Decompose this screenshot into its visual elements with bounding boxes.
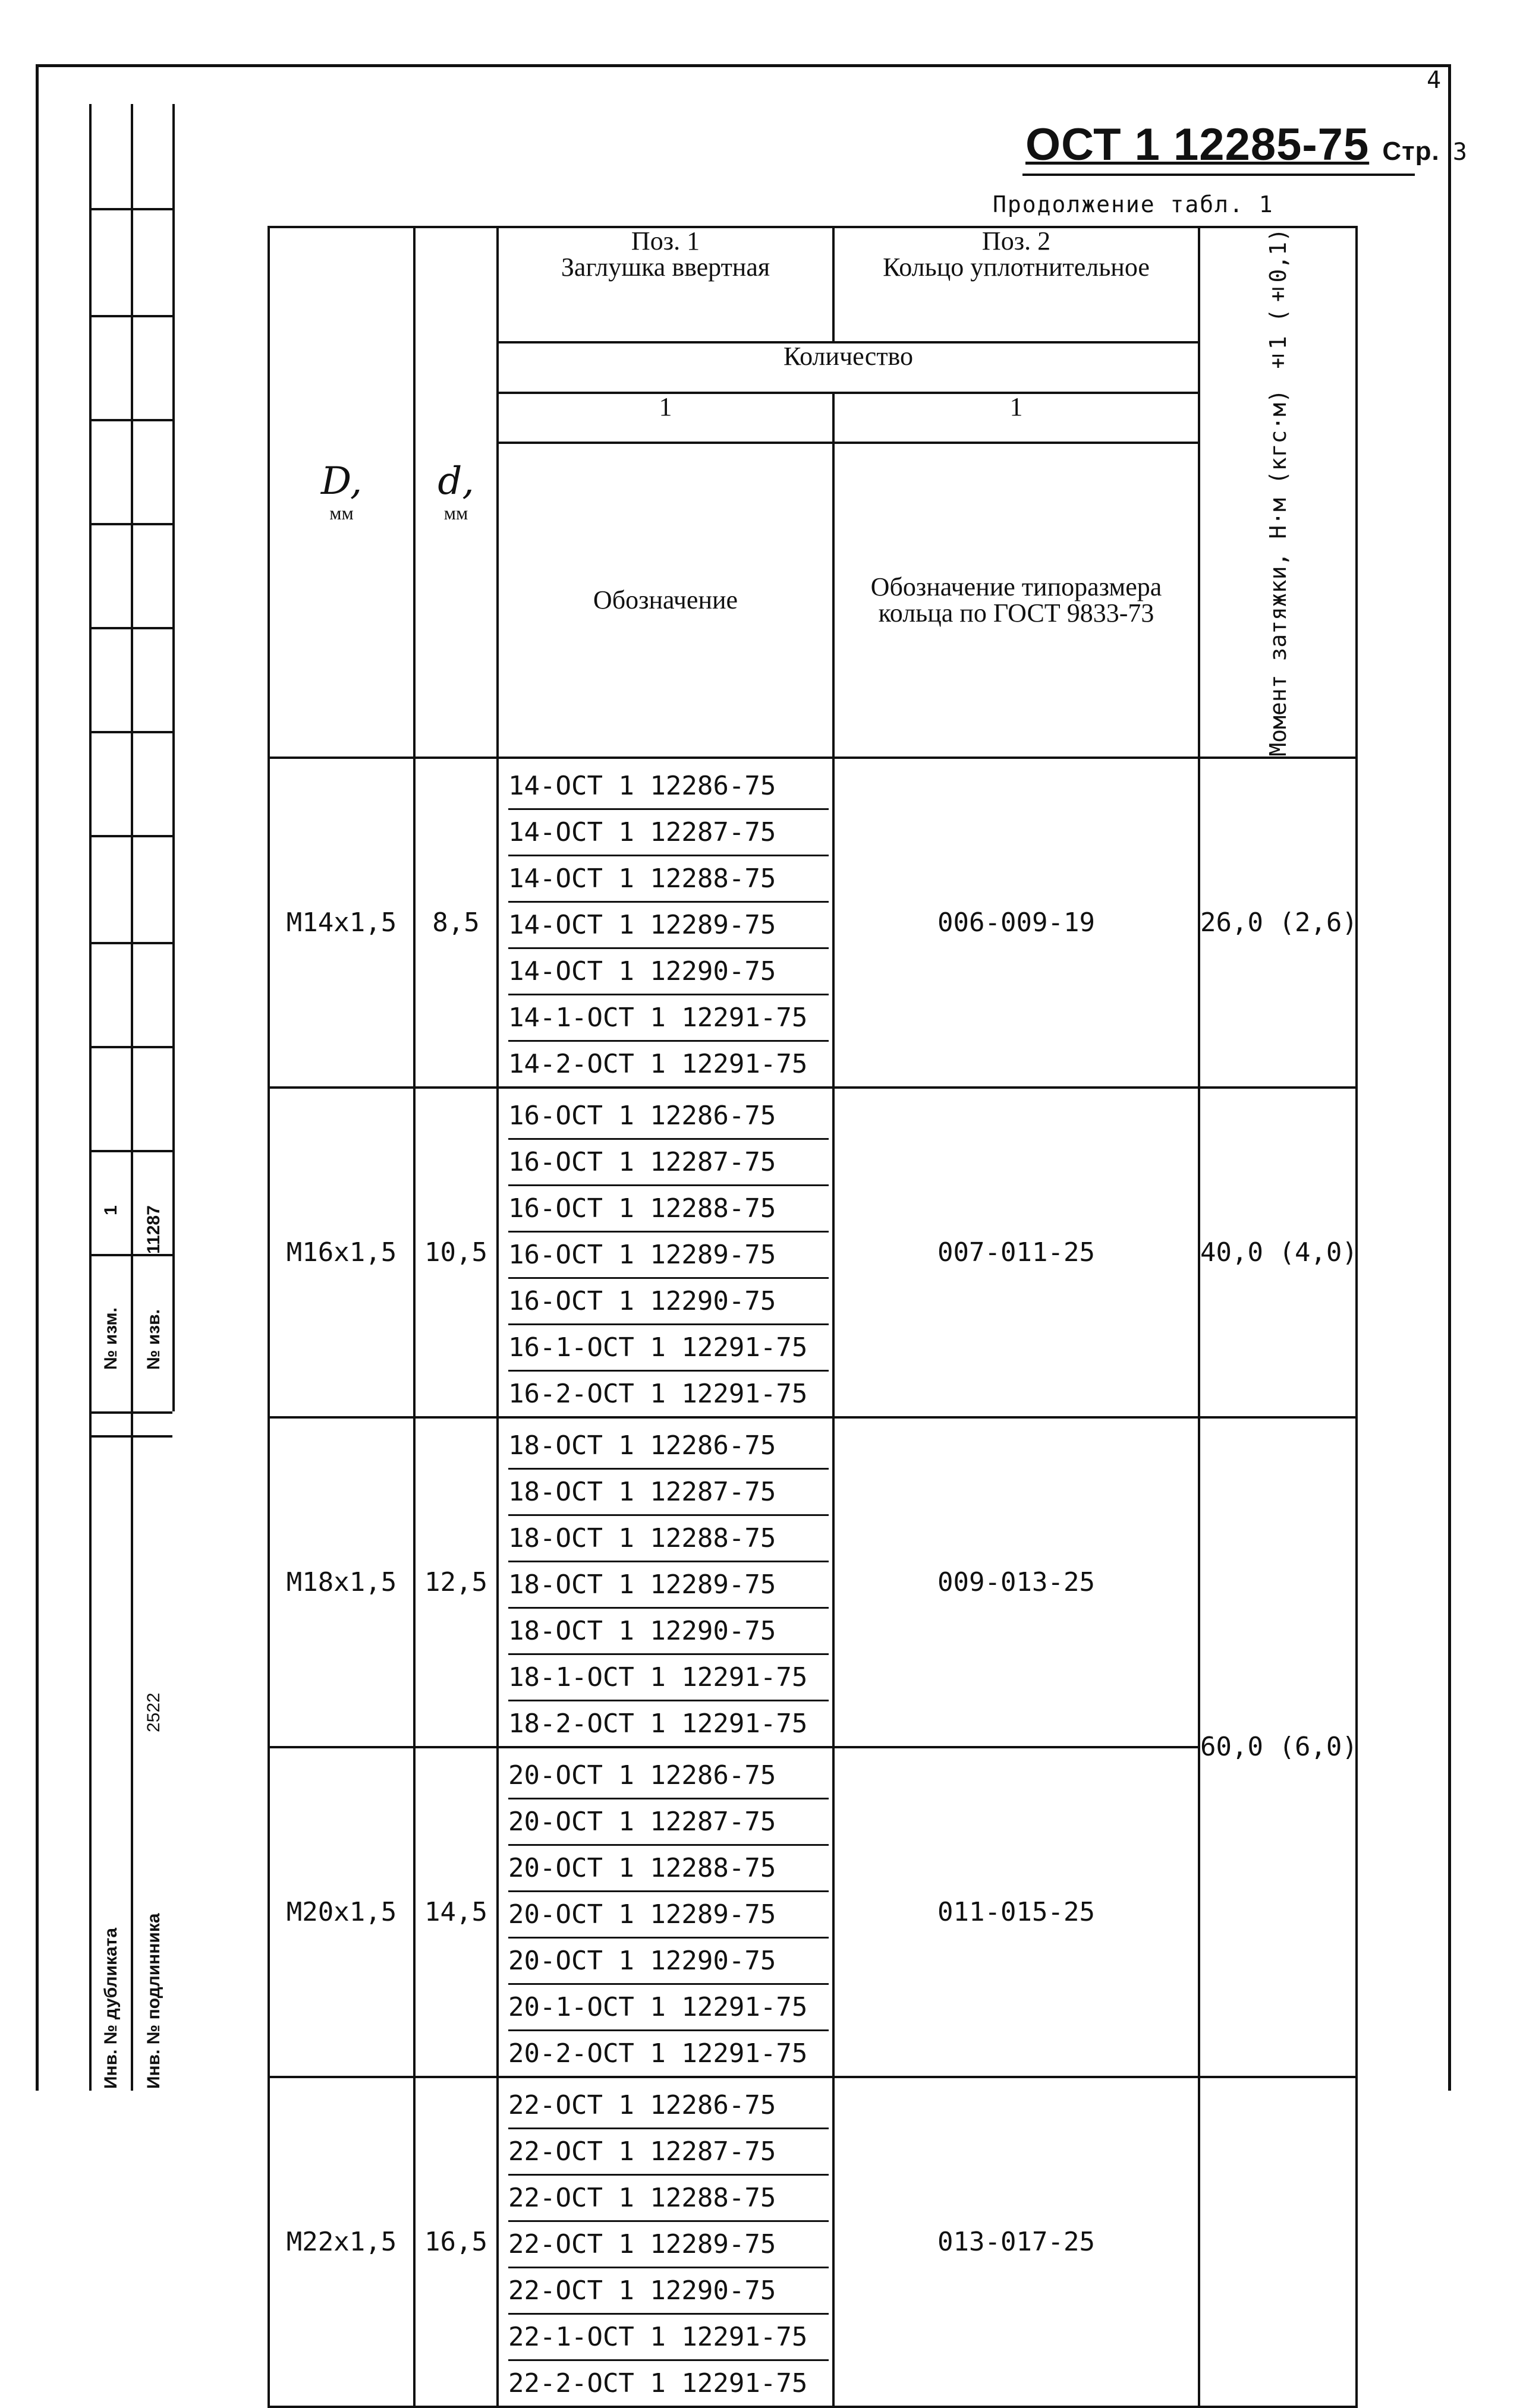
designation-item: 16-ОСТ 1 12287-75: [508, 1140, 829, 1186]
spec-table: [268, 226, 1358, 2408]
ring-cell: 011-015-25: [833, 1747, 1199, 2077]
designation-item: 22-1-ОСТ 1 12291-75: [508, 2315, 829, 2361]
frame-top-line: [36, 64, 1450, 67]
notice-no-value: 11287: [144, 1205, 163, 1254]
table-row: [269, 1088, 1357, 1417]
orig-inv-value: 2522: [144, 1692, 163, 1732]
strip-line: [89, 1411, 172, 1414]
page-label: Стр.: [1382, 137, 1440, 166]
strip-line: [89, 835, 172, 837]
pos2-header: [833, 227, 1199, 342]
torque-cell: 60,0 (6,0): [1199, 1417, 1357, 2077]
designation-item: 14-1-ОСТ 1 12291-75: [508, 995, 829, 1042]
strip-line: [89, 942, 172, 944]
designation-item: 20-ОСТ 1 12288-75: [508, 1846, 829, 1892]
torque-cell: 40,0 (4,0): [1199, 1088, 1357, 1417]
pos1-name: Заглушка ввертная: [561, 253, 770, 282]
designation-list: [498, 2077, 833, 2407]
d-cell: 16,5: [414, 2077, 498, 2407]
designation-item: 18-ОСТ 1 12286-75: [508, 1423, 829, 1470]
ring-cell: 013-017-25: [833, 2077, 1199, 2407]
designation-item: 22-ОСТ 1 12286-75: [508, 2083, 829, 2129]
strip-line: [89, 1046, 172, 1048]
continuation-label: Продолжение табл. 1: [993, 191, 1274, 218]
thread-cell: M16x1,5: [269, 1088, 414, 1417]
desig-header: Обозначение: [498, 443, 833, 757]
designation-item: 16-1-ОСТ 1 12291-75: [508, 1325, 829, 1372]
sheet-number: 4: [1427, 67, 1442, 94]
qty-pos1: 1: [498, 393, 833, 443]
designation-list: [498, 1747, 833, 2077]
designation-item: 14-ОСТ 1 12286-75: [508, 764, 829, 810]
strip-line: [89, 315, 172, 317]
designation-item: 20-ОСТ 1 12287-75: [508, 1799, 829, 1846]
thread-cell: M20x1,5: [269, 1747, 414, 2077]
designation-item: 20-2-ОСТ 1 12291-75: [508, 2038, 808, 2069]
designation-item: 22-ОСТ 1 12287-75: [508, 2129, 829, 2176]
designation-item: 22-ОСТ 1 12289-75: [508, 2222, 829, 2268]
ring-cell: 006-009-19: [833, 758, 1199, 1088]
col-d-unit: мм: [443, 502, 468, 524]
designation-item: 22-ОСТ 1 12290-75: [508, 2268, 829, 2315]
change-no-value: 1: [101, 1205, 121, 1215]
designation-item: 18-1-ОСТ 1 12291-75: [508, 1655, 829, 1701]
strip-line: [89, 208, 172, 210]
strip-line: [89, 419, 172, 421]
table-row: [269, 758, 1357, 1088]
pos2-name: Кольцо уплотнительное: [883, 253, 1150, 282]
designation-item: 20-1-ОСТ 1 12291-75: [508, 1985, 829, 2031]
strip-line: [89, 731, 172, 733]
pos1-header: [498, 227, 833, 342]
torque-header: [1199, 227, 1357, 758]
d-cell: 12,5: [414, 1417, 498, 1747]
strip-line: [89, 104, 92, 2091]
strip-line: [89, 523, 172, 525]
designation-item: 14-ОСТ 1 12287-75: [508, 810, 829, 856]
torque-cell: 26,0 (2,6): [1199, 758, 1357, 1088]
torque-cell: [1199, 2077, 1357, 2407]
designation-item: 16-ОСТ 1 12290-75: [508, 1279, 829, 1325]
doc-title: [1025, 119, 1468, 171]
ring-cell: 007-011-25: [833, 1088, 1199, 1417]
designation-list: [498, 758, 833, 1088]
designation-item: 16-2-ОСТ 1 12291-75: [508, 1378, 808, 1409]
designation-item: 14-2-ОСТ 1 12291-75: [508, 1048, 808, 1079]
designation-item: 14-ОСТ 1 12290-75: [508, 949, 829, 995]
ring-desig-header: Обозначение типоразмера кольца по ГОСТ 9833-73: [833, 443, 1199, 757]
orig-inv-label: Инв. № подлинника: [144, 1913, 163, 2089]
qty-pos2: 1: [833, 393, 1199, 443]
col-D-unit: мм: [329, 502, 354, 524]
designation-list: [498, 1417, 833, 1747]
designation-item: 20-ОСТ 1 12286-75: [508, 1753, 829, 1799]
frame-right-line: [1448, 64, 1451, 2091]
thread-cell: M14x1,5: [269, 758, 414, 1088]
torque-label: Момент затяжки, Н·м (кгс·м) ±1 (±0,1): [1264, 228, 1291, 757]
strip-line: [89, 627, 172, 629]
designation-item: 18-ОСТ 1 12288-75: [508, 1516, 829, 1562]
title-rule: [1022, 174, 1415, 176]
d-cell: 8,5: [414, 758, 498, 1088]
table-row: [269, 2077, 1357, 2407]
quantity-header: Количество: [498, 342, 1199, 393]
designation-item: 20-ОСТ 1 12289-75: [508, 1892, 829, 1939]
dup-inv-label: Инв. № дубликата: [101, 1927, 121, 2089]
d-cell: 10,5: [414, 1088, 498, 1417]
designation-item: 20-ОСТ 1 12290-75: [508, 1939, 829, 1985]
designation-item: 18-ОСТ 1 12289-75: [508, 1562, 829, 1609]
left-margin-strip: [89, 104, 172, 2091]
col-D-symbol: D,: [320, 459, 363, 503]
designation-item: 22-ОСТ 1 12288-75: [508, 2176, 829, 2222]
designation-item: 14-ОСТ 1 12288-75: [508, 856, 829, 903]
table-row: [269, 1747, 1357, 2077]
page-number: 3: [1452, 138, 1468, 166]
designation-item: 18-ОСТ 1 12287-75: [508, 1470, 829, 1516]
change-no-label: № изм.: [101, 1307, 121, 1370]
designation-list: [498, 1088, 833, 1417]
thread-cell: M22x1,5: [269, 2077, 414, 2407]
designation-item: 16-ОСТ 1 12286-75: [508, 1093, 829, 1140]
pos1-title: Поз. 1: [631, 226, 700, 256]
thread-cell: M18x1,5: [269, 1417, 414, 1747]
designation-item: 16-ОСТ 1 12288-75: [508, 1186, 829, 1233]
strip-line: [131, 104, 133, 2091]
table-row: [269, 1417, 1357, 1747]
designation-item: 16-ОСТ 1 12289-75: [508, 1233, 829, 1279]
ring-cell: 009-013-25: [833, 1417, 1199, 1747]
frame-left-line: [36, 64, 39, 2091]
strip-line: [89, 1435, 172, 1438]
col-header-d: [414, 227, 498, 758]
d-cell: 14,5: [414, 1747, 498, 2077]
strip-line: [172, 104, 175, 1411]
standard-number: ОСТ 1 12285-75: [1025, 119, 1370, 170]
col-d-symbol: d,: [438, 459, 474, 503]
notice-no-label: № изв.: [144, 1309, 163, 1370]
designation-item: 14-ОСТ 1 12289-75: [508, 903, 829, 949]
strip-line: [89, 1254, 172, 1256]
designation-item: 22-2-ОСТ 1 12291-75: [508, 2368, 808, 2398]
designation-item: 18-ОСТ 1 12290-75: [508, 1609, 829, 1655]
pos2-title: Поз. 2: [981, 226, 1051, 256]
strip-line: [89, 1150, 172, 1152]
designation-item: 18-2-ОСТ 1 12291-75: [508, 1708, 808, 1739]
col-header-D: [269, 227, 414, 758]
